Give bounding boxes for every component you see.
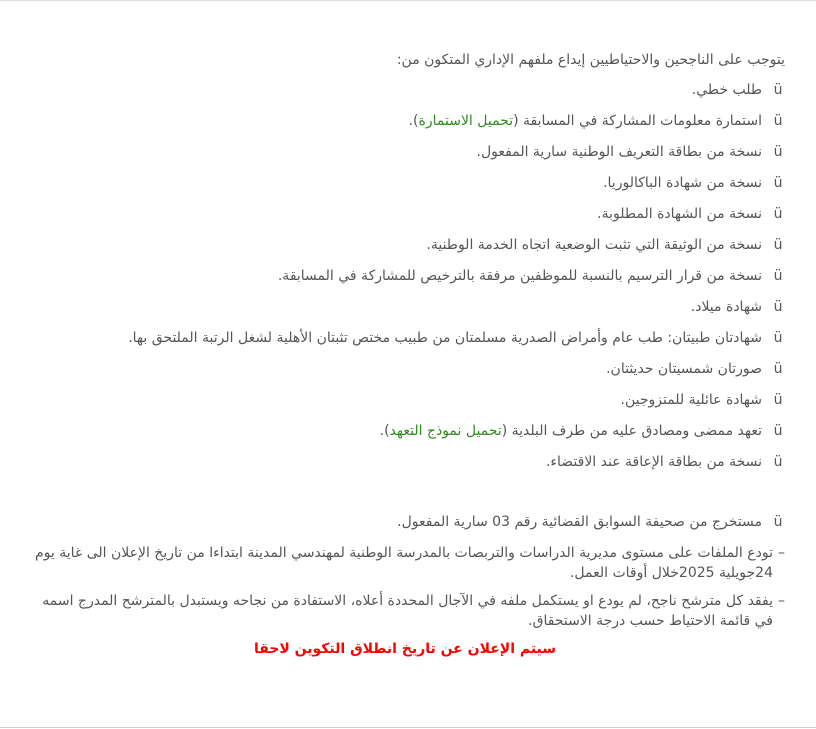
- check-bullet-icon: ü: [773, 175, 783, 191]
- check-bullet-icon: ü: [773, 299, 783, 315]
- list-item: ü شهادة ميلاد.: [25, 297, 762, 317]
- list-item: ü استمارة معلومات المشاركة في المسابقة (تحميل الاستمارة).: [25, 111, 762, 131]
- list-item: ü نسخة من الشهادة المطلوبة.: [25, 204, 762, 224]
- check-bullet-icon: ü: [773, 113, 783, 129]
- announcement-body: [25, 50, 785, 659]
- list-item: ü شهادتان طبيتان: طب عام وأمراض الصدرية مسلمتان من طبيب مختص تثبتان الأهلية لشغل الرتبة الملتحق بها.: [25, 328, 762, 348]
- check-bullet-icon: ü: [773, 454, 783, 470]
- bottom-divider: [0, 727, 816, 728]
- intro-text: يتوجب على الناجحين والاحتياطيين إيداع ملفهم الإداري المتكون من:: [396, 52, 785, 68]
- check-bullet-icon: ü: [773, 237, 783, 253]
- check-bullet-icon: ü: [773, 330, 783, 346]
- check-bullet-icon: ü: [773, 82, 783, 98]
- list-item: ü نسخة من شهادة الباكالوريا.: [25, 173, 762, 193]
- check-bullet-icon: ü: [773, 514, 783, 530]
- check-bullet-icon: ü: [773, 206, 783, 222]
- download-form-link[interactable]: تحميل الاستمارة: [418, 113, 514, 129]
- training-start-announcement: سيتم الإعلان عن تاريخ انطلاق التكوين لاحقا: [253, 641, 557, 657]
- dash-bullet-icon: –: [778, 545, 785, 561]
- list-item: ü نسخة من الوثيقة التي تثبت الوضعية اتجاه الخدمة الوطنية.: [25, 235, 762, 255]
- note-item: – تودع الملفات على مستوى مديرية الدراسات والتربصات بالمدرسة الوطنية لمهندسي المدينة ابتداءا من تاريخ الإعلان الى غاية يوم 24جويلية 2025خلال أوقات العمل.: [35, 545, 785, 581]
- note-item: – يفقد كل مترشح ناجح، لم يودع او يستكمل ملفه في الآجال المحددة أعلاه، الاستفادة من نجاحه ويستبدل بالمترشح المدرج اسمه في قائمة الاحتياط حسب درجة الاستحقاق.: [42, 593, 785, 629]
- download-pledge-link[interactable]: تحميل نموذج التعهد: [389, 423, 502, 439]
- top-divider: [0, 0, 816, 1]
- check-bullet-icon: ü: [773, 144, 783, 160]
- list-item: ü مستخرج من صحيفة السوابق القضائية رقم 03 سارية المفعول.: [25, 512, 762, 532]
- check-bullet-icon: ü: [773, 392, 783, 408]
- list-item: ü شهادة عائلية للمتزوجين.: [25, 390, 762, 410]
- list-item: ü نسخة من بطاقة الإعاقة عند الاقتضاء.: [25, 452, 762, 472]
- check-bullet-icon: ü: [773, 268, 783, 284]
- dash-bullet-icon: –: [778, 593, 785, 609]
- list-item: ü نسخة من قرار الترسيم بالنسبة للموظفين مرفقة بالترخيص للمشاركة في المسابقة.: [25, 266, 762, 286]
- check-bullet-icon: ü: [773, 423, 783, 439]
- required-documents-list: [25, 80, 785, 532]
- list-item: ü تعهد ممضى ومصادق عليه من طرف البلدية (تحميل نموذج التعهد).: [25, 421, 762, 441]
- list-item: ü طلب خطي.: [25, 80, 762, 100]
- notes-list: [25, 543, 785, 631]
- check-bullet-icon: ü: [773, 361, 783, 377]
- list-item: ü صورتان شمسيتان حديثتان.: [25, 359, 762, 379]
- list-item: ü نسخة من بطاقة التعريف الوطنية سارية المفعول.: [25, 142, 762, 162]
